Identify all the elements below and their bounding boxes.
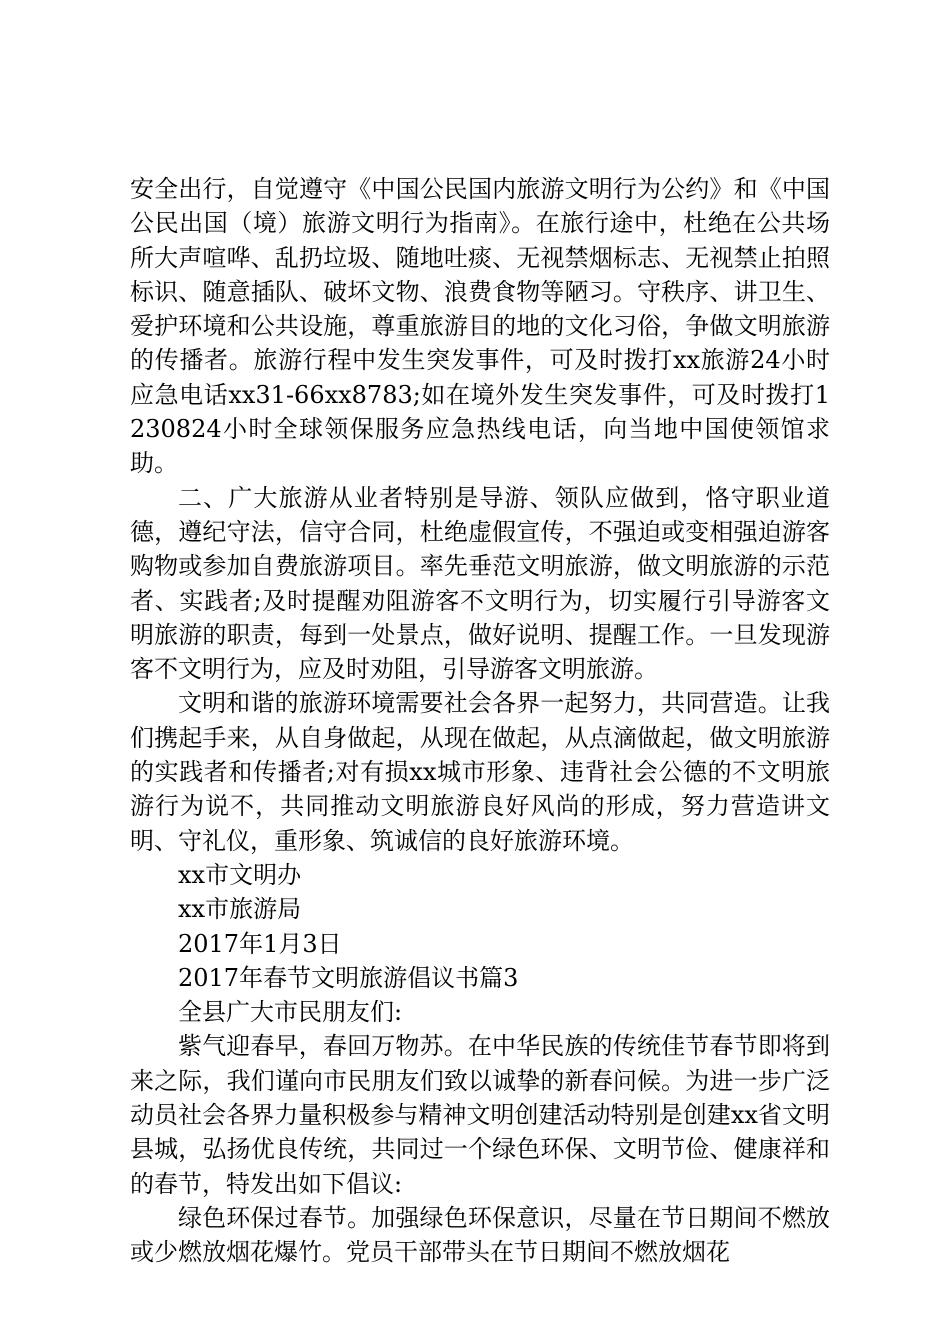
- paragraph-tourism-practitioners: 二、广大旅游从业者特别是导游、领队应做到，恪守职业道德，遵纪守法，信守合同，杜绝虚假宣传，不强迫或变相强迫游客购物或参加自费旅游项目。率先垂范文明旅游，做文明旅游的示范者、实践者;及时提醒劝阻游客不文明行为，切实履行引导游客文明旅游的职责，每到一处景点，做好说明、提醒工作。一旦发现游客不文明行为，应及时劝阻，引导游客文明旅游。: [130, 483, 830, 684]
- section-title: 2017年春节文明旅游倡议书篇3: [178, 963, 519, 992]
- paragraph-spring-festival-greeting: 紫气迎春早，春回万物苏。在中华民族的传统佳节春节即将到来之际，我们谨向市民朋友们致以诚挚的新春问候。为进一步广泛动员社会各界力量积极参与精神文明创建活动特别是创建xx省文明县城，弘扬优良传统，共同过一个绿色环保、文明节俭、健康祥和的春节，特发出如下倡议:: [130, 1032, 830, 1198]
- signature-tourism-bureau: xx市旅游局: [178, 895, 302, 924]
- paragraph-civilized-environment: 文明和谐的旅游环境需要社会各界一起努力，共同营造。让我们携起手来，从自身做起，从现在做起，从点滴做起，做文明旅游的实践者和传播者;对有损xx城市形象、违背社会公德的不文明旅游行为说不，共同推动文明旅游良好风尚的形成，努力营造讲文明、守礼仪，重形象、筑诚信的良好旅游环境。: [130, 689, 830, 855]
- paragraph-green-environment: 绿色环保过春节。加强绿色环保意识，尽量在节日期间不燃放或少燃放烟花爆竹。党员干部带头在节日期间不燃放烟花: [130, 1203, 830, 1267]
- signature-civilization-office: xx市文明办: [178, 860, 302, 889]
- document-page: [130, 172, 830, 1270]
- document-date: 2017年1月3日: [178, 929, 342, 958]
- paragraph-safe-travel: 安全出行，自觉遵守《中国公民国内旅游文明行为公约》和《中国公民出国（境）旅游文明行为指南》。在旅行途中，杜绝在公共场所大声喧哗、乱扔垃圾、随地吐痰、无视禁烟标志、无视禁止拍照标识、随意插队、破坏文物、浪费食物等陋习。守秩序、讲卫生、爱护环境和公共设施，尊重旅游目的地的文化习俗，争做文明旅游的传播者。旅游行程中发生突发事件，可及时拨打xx旅游24小时应急电话xx31-66xx8783;如在境外发生突发事件，可及时拨打1230824小时全球领保服务应急热线电话，向当地中国使领馆求助。: [130, 175, 830, 478]
- salutation: 全县广大市民朋友们:: [178, 998, 403, 1027]
